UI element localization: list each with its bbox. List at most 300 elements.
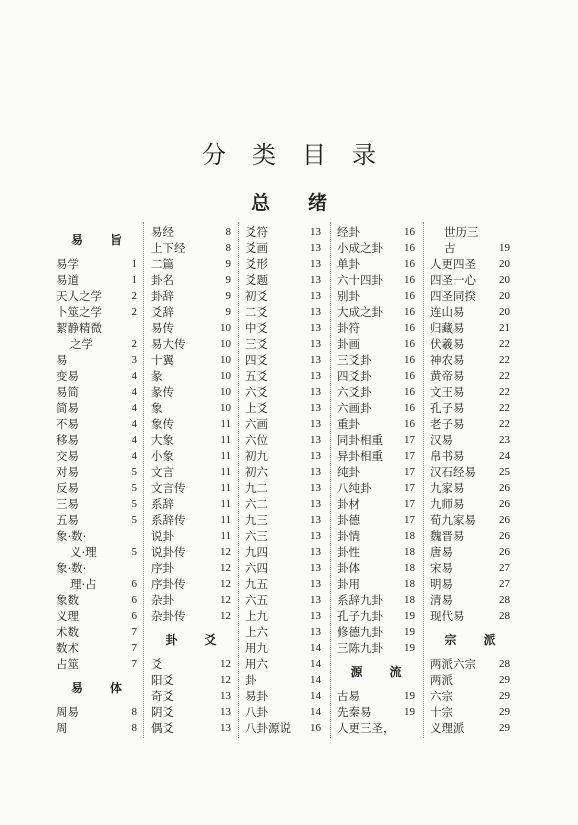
entry-page-number: 9 [225, 306, 231, 318]
catalog-entry [337, 352, 415, 368]
entry-page-number: 25 [499, 466, 510, 478]
catalog-entry [430, 672, 510, 688]
entry-term: 序卦传 [151, 577, 186, 591]
catalog-entry [430, 512, 510, 528]
entry-term: 爻 [151, 657, 163, 671]
entry-term: 初九 [245, 449, 268, 463]
catalog-entry [151, 560, 231, 576]
catalog-entry [430, 336, 510, 352]
catalog-entry [56, 288, 137, 304]
catalog-entry [337, 272, 415, 288]
entry-term: 奇爻 [151, 689, 174, 703]
catalog-entry [245, 512, 321, 528]
catalog-entry [337, 432, 415, 448]
entry-page-number: 18 [404, 578, 415, 590]
catalog-entry [56, 480, 137, 496]
entry-term: 卦用 [337, 577, 360, 591]
section-title [0, 191, 578, 215]
entry-page-number: 2 [131, 306, 137, 318]
catalog-column-4 [337, 224, 429, 736]
entry-term: 六宗 [430, 689, 453, 703]
catalog-entry [56, 560, 137, 592]
entry-term: 古易 [337, 689, 360, 703]
entry-term: 卦辞 [151, 289, 174, 303]
entry-term: 两派 [430, 673, 453, 687]
entry-term: 卦体 [337, 561, 360, 575]
entry-page-number: 17 [404, 498, 415, 510]
entry-term: 三爻卦 [337, 353, 372, 367]
catalog-entry [430, 720, 510, 736]
entry-page-number: 16 [404, 274, 415, 286]
entry-page-number: 12 [220, 578, 231, 590]
entry-page-number: 13 [310, 594, 321, 606]
entry-page-number: 10 [220, 338, 231, 350]
catalog-entry [337, 560, 415, 576]
entry-page-number: 16 [404, 242, 415, 254]
entry-page-number: 24 [499, 450, 510, 462]
entry-page-number: 28 [499, 610, 510, 622]
catalog-entry [337, 720, 415, 736]
entry-term: 六画 [245, 417, 268, 431]
entry-term: 术数 [56, 625, 79, 639]
catalog-entry [245, 384, 321, 400]
entry-term: 三爻 [245, 337, 268, 351]
catalog-entry [151, 528, 231, 544]
entry-page-number: 17 [404, 434, 415, 446]
entry-page-number: 12 [220, 562, 231, 574]
entry-page-number: 7 [131, 626, 137, 638]
catalog-entry [430, 688, 510, 704]
catalog-entry [245, 528, 321, 544]
entry-term: 卦性 [337, 545, 360, 559]
catalog-entry [430, 400, 510, 416]
entry-page-number: 26 [499, 514, 510, 526]
entry-term: 周 [56, 721, 68, 735]
entry-term: 卦画 [337, 337, 360, 351]
entry-page-number: 14 [310, 706, 321, 718]
catalog-entry [245, 720, 321, 736]
catalog-entry [337, 416, 415, 432]
catalog-entry [430, 480, 510, 496]
category-heading [151, 624, 244, 656]
catalog-entry [245, 432, 321, 448]
entry-term: 汉易 [430, 433, 453, 447]
entry-page-number: 16 [404, 338, 415, 350]
entry-term: 大成之卦 [337, 305, 383, 319]
entry-term: 四爻卦 [337, 369, 372, 383]
catalog-entry [337, 464, 415, 480]
entry-term: 用六 [245, 657, 268, 671]
entry-page-number: 13 [310, 306, 321, 318]
entry-term: 卦材 [337, 497, 360, 511]
entry-term: 文言传 [151, 481, 186, 495]
catalog-entry [337, 608, 415, 624]
entry-page-number: 13 [310, 562, 321, 574]
entry-page-number: 16 [404, 306, 415, 318]
catalog-entry [337, 624, 415, 640]
entry-term: 六二 [245, 497, 268, 511]
entry-term: 唐易 [430, 545, 453, 559]
catalog-entry [337, 496, 415, 512]
catalog-entry [151, 656, 231, 672]
entry-page-number: 13 [310, 402, 321, 414]
catalog-entry [151, 448, 231, 464]
catalog-entry [151, 496, 231, 512]
entry-term: 十宗 [430, 705, 453, 719]
entry-term: 孔子九卦 [337, 609, 383, 623]
catalog-entry [245, 640, 321, 656]
catalog-entry [151, 240, 231, 256]
entry-page-number: 22 [499, 370, 510, 382]
catalog-entry [56, 624, 137, 640]
category-heading [56, 672, 149, 704]
entry-page-number: 13 [310, 370, 321, 382]
catalog-entry [245, 288, 321, 304]
catalog-entry [337, 512, 415, 528]
entry-page-number: 19 [404, 642, 415, 654]
entry-term: 重卦 [337, 417, 360, 431]
entry-term: 用九 [245, 641, 268, 655]
catalog-entry [56, 448, 137, 464]
catalog-entry [245, 368, 321, 384]
catalog-entry [430, 592, 510, 608]
entry-page-number: 26 [499, 530, 510, 542]
catalog-entry [56, 416, 137, 432]
catalog-entry [151, 256, 231, 272]
entry-page-number: 16 [404, 226, 415, 238]
entry-page-number: 11 [220, 482, 231, 494]
catalog-entry [151, 688, 231, 704]
entry-page-number: 13 [220, 722, 231, 734]
entry-term: 爻符 [245, 225, 268, 239]
entry-term: 爻辞 [151, 305, 174, 319]
catalog-entry [151, 720, 231, 736]
entry-page-number: 27 [499, 562, 510, 574]
catalog-entry [430, 256, 510, 272]
catalog-entry [430, 608, 510, 624]
entry-term: 荀九家易 [430, 513, 476, 527]
entry-page-number: 13 [310, 242, 321, 254]
entry-page-number: 11 [220, 530, 231, 542]
entry-term: 象传 [151, 417, 174, 431]
catalog-entry [245, 656, 321, 672]
catalog-entry [151, 352, 231, 368]
entry-term: 清易 [430, 593, 453, 607]
entry-page-number: 10 [220, 386, 231, 398]
catalog-entry [337, 224, 415, 240]
entry-page-number: 22 [499, 386, 510, 398]
catalog-entry [245, 704, 321, 720]
column-divider [143, 222, 144, 738]
entry-page-number: 16 [404, 402, 415, 414]
catalog-entry [245, 672, 321, 688]
entry-page-number: 20 [499, 258, 510, 270]
entry-page-number: 16 [404, 322, 415, 334]
entry-term: 文言 [151, 465, 174, 479]
entry-page-number: 4 [131, 402, 137, 414]
entry-term: 杂卦传 [151, 609, 186, 623]
entry-page-number: 10 [220, 370, 231, 382]
entry-page-number: 4 [131, 370, 137, 382]
catalog-entry [430, 544, 510, 560]
entry-term: 八卦 [245, 705, 268, 719]
entry-term: 连山易 [430, 305, 465, 319]
entry-term: 卦情 [337, 529, 360, 543]
entry-page-number: 11 [220, 514, 231, 526]
catalog-entry [430, 448, 510, 464]
catalog-column-3 [245, 224, 321, 736]
catalog-column-5 [430, 224, 523, 736]
entry-term: 帛书易 [430, 449, 465, 463]
entry-page-number: 5 [131, 482, 137, 494]
entry-term: 两派六宗 [430, 657, 476, 671]
entry-term: 卜筮之学 [56, 305, 102, 319]
catalog-entry [56, 256, 137, 272]
catalog-entry [337, 384, 415, 400]
catalog-entry [430, 464, 510, 480]
entry-term: 上九 [245, 609, 268, 623]
catalog-entry [56, 432, 137, 448]
entry-page-number: 13 [310, 258, 321, 270]
entry-term: 六画卦 [337, 401, 372, 415]
entry-term: 絜静精微 [56, 321, 102, 335]
catalog-entry [151, 400, 231, 416]
entry-term: 九师易 [430, 497, 465, 511]
entry-page-number: 28 [499, 658, 510, 670]
entry-page-number: 13 [220, 706, 231, 718]
entry-term: 交易 [56, 449, 79, 463]
entry-term: 六四 [245, 561, 268, 575]
entry-page-number: 13 [310, 354, 321, 366]
entry-term: 汉石经易 [430, 465, 476, 479]
entry-page-number: 13 [310, 450, 321, 462]
entry-page-number: 13 [310, 226, 321, 238]
entry-page-number: 9 [225, 290, 231, 302]
entry-page-number: 26 [499, 546, 510, 558]
entry-term: 小成之卦 [337, 241, 383, 255]
entry-page-number: 10 [220, 322, 231, 334]
catalog-entry [245, 496, 321, 512]
entry-page-number: 2 [131, 338, 137, 350]
entry-term: 简易 [56, 401, 79, 415]
entry-page-number: 19 [499, 242, 510, 254]
entry-term: 象数 [56, 593, 79, 607]
catalog-entry [151, 272, 231, 288]
catalog-entry [337, 480, 415, 496]
entry-term: 修德九卦 [337, 625, 383, 639]
entry-term: 之学 [70, 337, 93, 351]
catalog-entry [56, 640, 137, 656]
entry-term: 老子易 [430, 417, 465, 431]
entry-page-number: 16 [404, 418, 415, 430]
entry-term: 九五 [245, 577, 268, 591]
entry-page-number: 18 [404, 530, 415, 542]
entry-term: 爻题 [245, 273, 268, 287]
entry-page-number: 26 [499, 482, 510, 494]
catalog-entry [151, 336, 231, 352]
catalog-entry [56, 720, 137, 736]
entry-page-number: 18 [404, 562, 415, 574]
entry-term: 彖传 [151, 385, 174, 399]
catalog-entry [56, 464, 137, 480]
entry-page-number: 14 [310, 642, 321, 654]
column-divider [330, 222, 331, 738]
entry-term: 三易 [56, 497, 79, 511]
catalog-entry [56, 384, 137, 400]
entry-page-number: 13 [310, 418, 321, 430]
entry-page-number: 6 [131, 594, 137, 606]
entry-term: 八纯卦 [337, 481, 372, 495]
catalog-entry [430, 656, 510, 672]
category-heading [56, 224, 149, 256]
catalog-entry [151, 384, 231, 400]
entry-page-number: 4 [131, 434, 137, 446]
entry-page-number: 5 [131, 466, 137, 478]
catalog-entry [245, 592, 321, 608]
entry-term: 说卦传 [151, 545, 186, 559]
page-title [0, 140, 578, 170]
entry-page-number: 1 [131, 274, 137, 286]
category-heading-text: 宗派 [444, 633, 523, 647]
entry-page-number: 7 [131, 642, 137, 654]
catalog-entry [245, 400, 321, 416]
entry-term: 阳爻 [151, 673, 174, 687]
entry-term: 上爻 [245, 401, 268, 415]
entry-page-number: 16 [404, 290, 415, 302]
entry-page-number: 9 [225, 258, 231, 270]
entry-term: 上下经 [151, 241, 186, 255]
catalog-entry [337, 544, 415, 560]
entry-term: 阴爻 [151, 705, 174, 719]
entry-page-number: 4 [131, 418, 137, 430]
entry-page-number: 20 [499, 306, 510, 318]
entry-term: 人更三圣， [337, 721, 395, 735]
catalog-entry [245, 560, 321, 576]
entry-term: 移易 [56, 433, 79, 447]
entry-page-number: 20 [499, 290, 510, 302]
entry-term: 小象 [151, 449, 174, 463]
entry-page-number: 11 [220, 498, 231, 510]
catalog-entry [337, 576, 415, 592]
catalog-entry [245, 608, 321, 624]
catalog-entry [430, 320, 510, 336]
entry-term: 不易 [56, 417, 79, 431]
entry-term: 系辞传 [151, 513, 186, 527]
catalog-entry [430, 368, 510, 384]
catalog-column-2 [151, 224, 244, 736]
catalog-entry [56, 528, 137, 560]
entry-term: 偶爻 [151, 721, 174, 735]
catalog-entry [337, 240, 415, 256]
entry-term: 大象 [151, 433, 174, 447]
entry-term: 二篇 [151, 257, 174, 271]
catalog-entry [56, 656, 137, 672]
entry-page-number: 2 [131, 290, 137, 302]
catalog-entry [245, 480, 321, 496]
entry-term: 文王易 [430, 385, 465, 399]
entry-term: 初六 [245, 465, 268, 479]
entry-term: 四圣一心 [430, 273, 476, 287]
entry-term: 九三 [245, 513, 268, 527]
catalog-entry [337, 640, 415, 656]
entry-term: 魏晋易 [430, 529, 465, 543]
catalog-entry [430, 432, 510, 448]
catalog-entry [151, 512, 231, 528]
catalog-entry [151, 480, 231, 496]
catalog-entry [151, 224, 231, 240]
entry-page-number: 13 [310, 338, 321, 350]
catalog-entry [245, 448, 321, 464]
catalog-entry [430, 352, 510, 368]
catalog-entry [151, 320, 231, 336]
entry-term: 易学 [56, 257, 79, 271]
entry-page-number: 18 [404, 546, 415, 558]
catalog-entry [430, 496, 510, 512]
entry-term: 爻画 [245, 241, 268, 255]
entry-page-number: 29 [499, 706, 510, 718]
catalog-entry [151, 416, 231, 432]
catalog-entry [430, 224, 510, 256]
catalog-entry [337, 704, 415, 720]
entry-page-number: 27 [499, 578, 510, 590]
entry-page-number: 22 [499, 402, 510, 414]
entry-term: 五易 [56, 513, 79, 527]
entry-term: 六爻卦 [337, 385, 372, 399]
entry-term: 现代易 [430, 609, 465, 623]
catalog-entry [151, 368, 231, 384]
entry-page-number: 13 [310, 434, 321, 446]
entry-page-number: 23 [499, 434, 510, 446]
catalog-entry [337, 592, 415, 608]
entry-page-number: 12 [220, 594, 231, 606]
catalog-entry [430, 416, 510, 432]
entry-term: 单卦 [337, 257, 360, 271]
entry-page-number: 8 [225, 226, 231, 238]
entry-term: 变易 [56, 369, 79, 383]
catalog-entry [56, 608, 137, 624]
entry-term: 易卦 [245, 689, 268, 703]
entry-page-number: 18 [404, 594, 415, 606]
entry-term: 经卦 [337, 225, 360, 239]
entry-term: 卦 [245, 673, 257, 687]
entry-page-number: 19 [404, 610, 415, 622]
entry-page-number: 29 [499, 690, 510, 702]
catalog-entry [151, 464, 231, 480]
section-title-text: 总绪 [250, 192, 365, 214]
catalog-entry [245, 224, 321, 240]
entry-page-number: 16 [404, 386, 415, 398]
category-heading [430, 624, 523, 656]
catalog-entry [337, 256, 415, 272]
entry-page-number: 13 [310, 386, 321, 398]
entry-page-number: 5 [131, 514, 137, 526]
entry-term: 二爻 [245, 305, 268, 319]
entry-term: 卦德 [337, 513, 360, 527]
entry-page-number: 11 [220, 418, 231, 430]
entry-page-number: 12 [220, 546, 231, 558]
entry-term: 纯卦 [337, 465, 360, 479]
entry-page-number: 13 [310, 322, 321, 334]
entry-term: 理·占 [70, 577, 97, 591]
catalog-entry [245, 688, 321, 704]
catalog-entry [430, 704, 510, 720]
entry-term: 十翼 [151, 353, 174, 367]
catalog-entry [151, 544, 231, 560]
entry-page-number: 11 [220, 450, 231, 462]
entry-term: 九二 [245, 481, 268, 495]
entry-page-number: 8 [131, 722, 137, 734]
entry-page-number: 28 [499, 594, 510, 606]
